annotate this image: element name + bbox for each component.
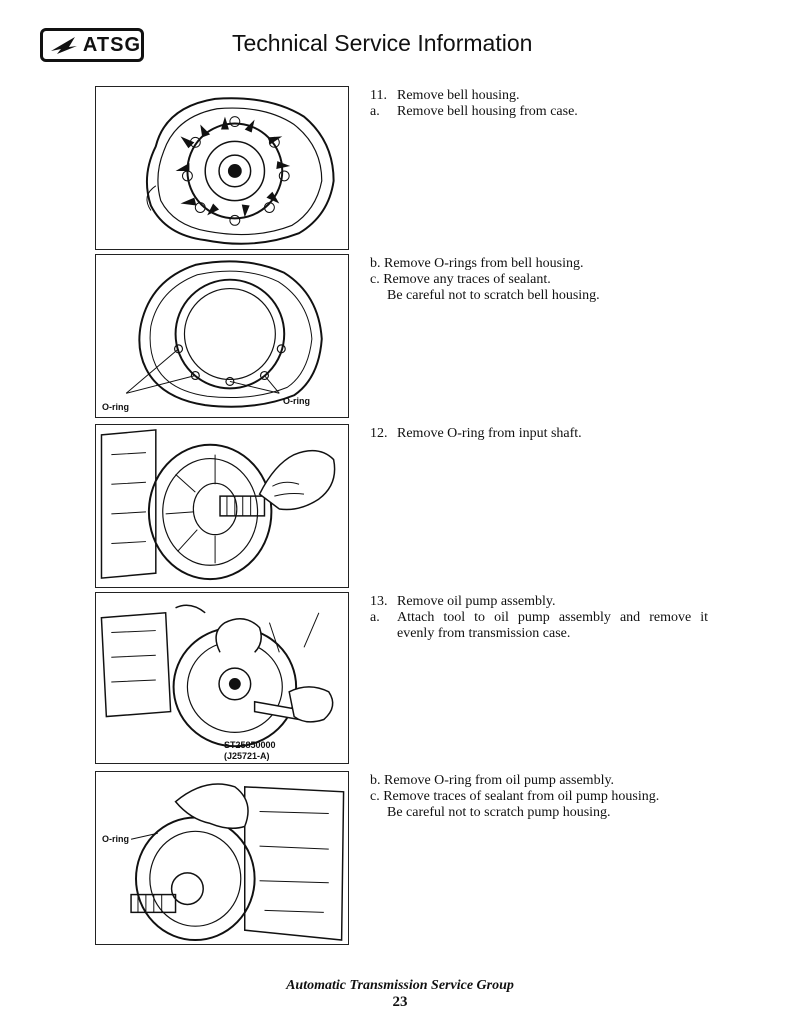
bell-housing-illustration (96, 87, 348, 249)
figure-oil-pump-o-ring (95, 771, 349, 945)
step-12-block (370, 426, 710, 442)
footer-org: Automatic Transmission Service Group (286, 978, 514, 993)
oil-pump-o-ring-illustration (96, 772, 348, 944)
tool-alt-number-label: (J25721-A) (224, 751, 270, 761)
step-13-block (370, 594, 708, 642)
logo-text: ATSG (82, 33, 141, 56)
tool-number-label: ST25850000 (224, 740, 276, 750)
step-line: c. Remove traces of sealant from oil pump housing. (370, 789, 660, 804)
page-number: 23 (392, 994, 408, 1010)
step-line: 12. Remove O-ring from input shaft. (370, 426, 582, 441)
caution-line: Be careful not to scratch bell housing. (387, 288, 600, 303)
step-line: b. Remove O-rings from bell housing. (370, 256, 584, 271)
atsg-logo-icon (49, 34, 79, 56)
step-11-continued-block (370, 256, 710, 304)
figure-input-shaft-o-ring (95, 424, 349, 588)
oil-pump-illustration (96, 593, 348, 763)
step-13-continued-block (370, 773, 710, 821)
step-11-block (370, 88, 710, 120)
atsg-logo (40, 28, 144, 62)
o-ring-label-left: O-ring (102, 402, 129, 412)
step-line: 11. Remove bell housing. (370, 88, 520, 103)
figure-oil-pump-removal (95, 592, 349, 764)
page-title: Technical Service Information (232, 30, 533, 56)
input-shaft-illustration (96, 425, 348, 587)
o-ring-label-right: O-ring (283, 396, 310, 406)
figure-bell-housing-bolts (95, 86, 349, 250)
step-line: 13. Remove oil pump assembly. (370, 594, 556, 609)
bell-housing-o-ring-illustration (96, 255, 348, 417)
step-line: b. Remove O-ring from oil pump assembly. (370, 773, 615, 788)
figure-bell-housing-o-rings (95, 254, 349, 418)
step-line: evenly from transmission case. (397, 626, 571, 641)
caution-line: Be careful not to scratch pump housing. (387, 805, 611, 820)
step-line: a. Remove bell housing from case. (370, 104, 578, 119)
step-line: a. Attach tool to oil pump assembly and remove it (370, 610, 708, 625)
step-line: c. Remove any traces of sealant. (370, 272, 551, 287)
o-ring-label: O-ring (102, 834, 129, 844)
